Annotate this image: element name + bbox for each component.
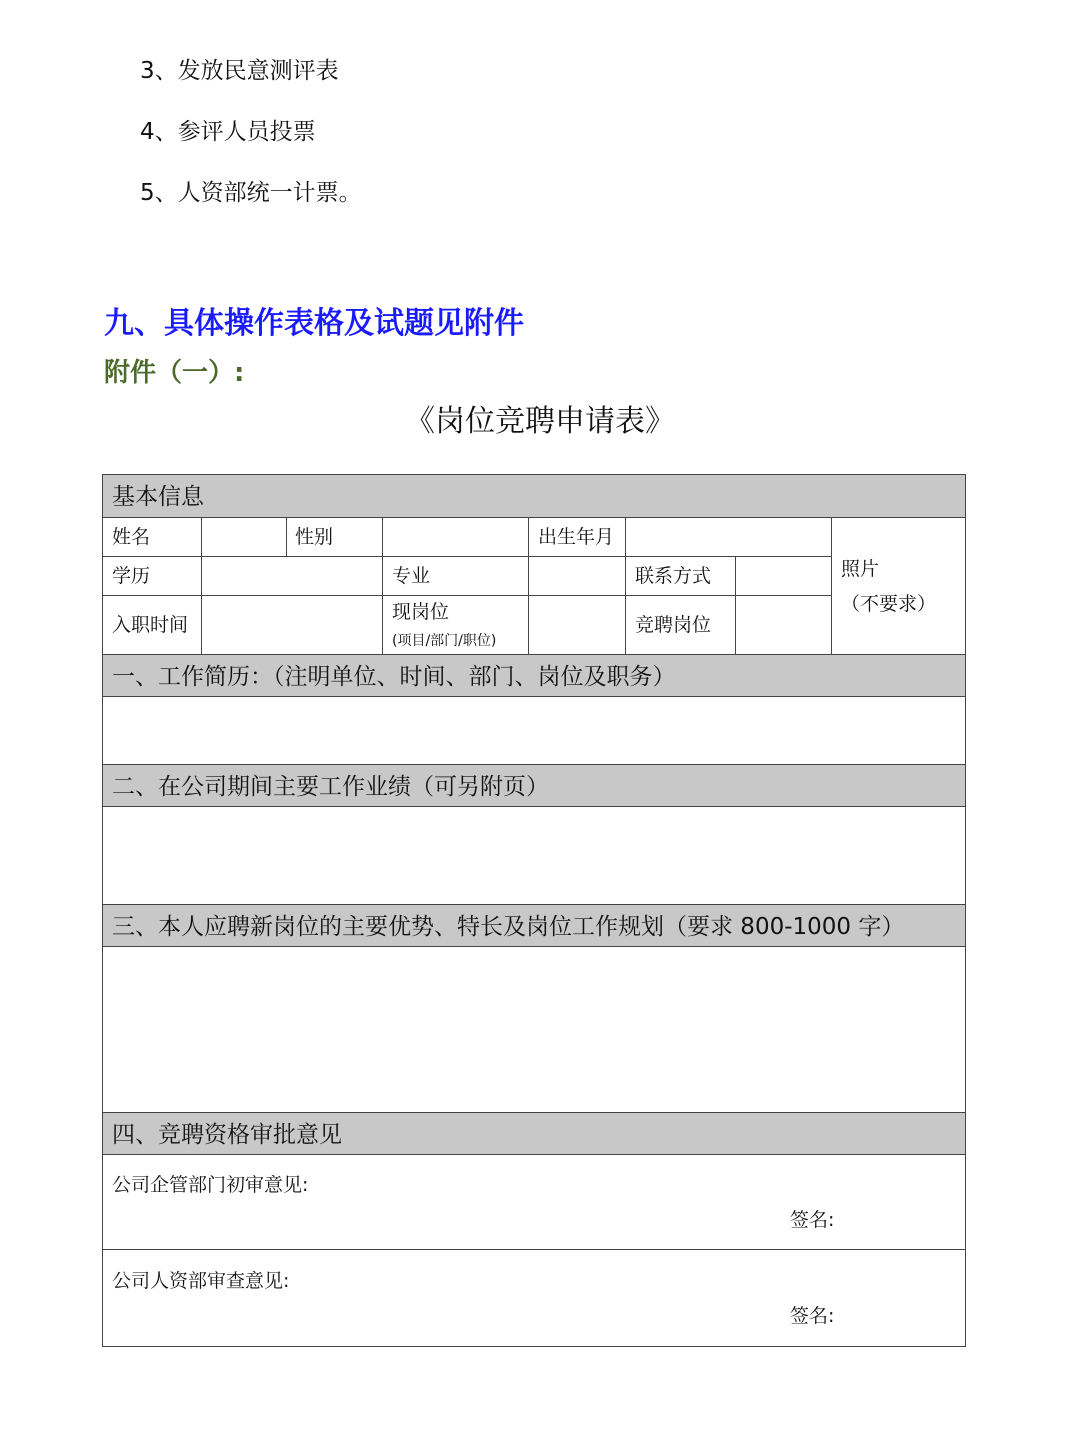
- target-post-label: 竞聘岗位: [635, 614, 712, 636]
- contact-label: 联系方式: [635, 565, 712, 587]
- education-label: 学历: [112, 565, 151, 587]
- approval2-sign-label: 签名:: [790, 1305, 835, 1327]
- section3-heading: 三、本人应聘新岗位的主要优势、特长及岗位工作规划（要求 800-1000 字）: [112, 914, 905, 940]
- basic-info-bar: [103, 475, 965, 517]
- current-post-label: 现岗位: [392, 601, 450, 623]
- section-heading: 九、具体操作表格及试题见附件: [104, 306, 524, 341]
- section4-heading: 四、竞聘资格审批意见: [112, 1122, 342, 1148]
- form-title: 《岗位竞聘申请表》: [405, 404, 675, 439]
- step-3: 3、发放民意测评表: [140, 58, 339, 84]
- approval1-sign-label: 签名:: [790, 1209, 835, 1231]
- approval1-label: 公司企管部门初审意见:: [112, 1174, 309, 1196]
- photo-note: （不要求）: [841, 593, 937, 615]
- step-5: 5、人资部统一计票。: [140, 180, 362, 206]
- join-date-label: 入职时间: [112, 614, 189, 636]
- step-4: 4、参评人员投票: [140, 119, 316, 145]
- approval2-label: 公司人资部审查意见:: [112, 1270, 290, 1292]
- major-label: 专业: [392, 565, 431, 587]
- photo-label: 照片: [841, 558, 880, 580]
- section1-heading: 一、工作简历：（注明单位、时间、部门、岗位及职务）: [112, 664, 676, 690]
- gender-label: 性别: [295, 526, 334, 548]
- basic-info-heading: 基本信息: [112, 484, 204, 510]
- current-post-hint: (项目/部门/职位): [392, 633, 497, 649]
- annex-heading: 附件（一）:: [104, 358, 245, 388]
- section2-heading: 二、在公司期间主要工作业绩（可另附页）: [112, 774, 549, 800]
- name-label: 姓名: [112, 526, 151, 548]
- birth-label: 出生年月: [538, 526, 615, 548]
